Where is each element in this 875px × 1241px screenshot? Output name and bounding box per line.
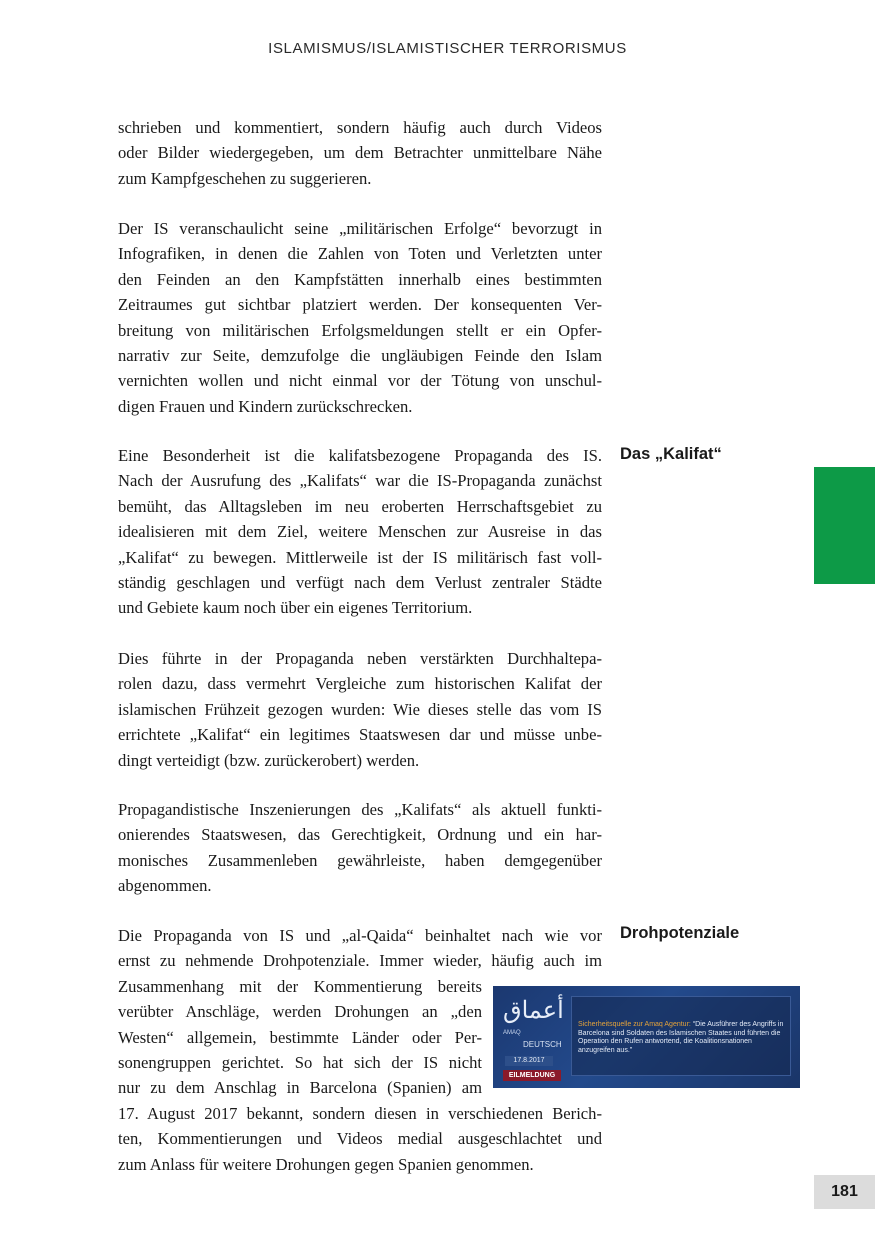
text-line: digen Frauen und Kindern zurückschrecken. <box>118 396 413 416</box>
margin-heading-kalifat: Das „Kalifat“ <box>620 445 722 463</box>
text-line: Zeitraumes gut sichtbar platziert werden. Der konsequenten Ver- <box>118 295 602 315</box>
amaq-banner: EILMELDUNG <box>503 1070 561 1081</box>
text-line: dingt verteidigt (bzw. zurückerobert) werden. <box>118 750 420 770</box>
text-line: abgenommen. <box>118 876 212 896</box>
margin-heading-drohpotenziale: Drohpotenziale <box>620 924 740 942</box>
paragraph-3 <box>118 443 602 621</box>
paragraph-6-bottom <box>118 1101 602 1177</box>
text-line: monisches Zusammenleben gewährleiste, haben demgegenüber <box>118 850 602 870</box>
paragraph-1 <box>118 115 602 191</box>
paragraph-6-top <box>118 923 602 974</box>
text-line: zum Kampfgeschehen zu suggerieren. <box>118 168 372 188</box>
text-line: Infografiken, in denen die Zahlen von Toten und Verletzten unter <box>118 244 602 264</box>
text-line: narrativ zur Seite, demzufolge die ungläubigen Feinde den Islam <box>118 346 602 366</box>
amaq-date: 17.8.2017 <box>505 1056 553 1066</box>
text-line: zum Anlass für weitere Drohungen gegen Spanien genommen. <box>118 1154 534 1174</box>
text-line: ständig geschlagen und verfügt nach dem Verlust zentraler Städte <box>118 573 602 593</box>
paragraph-2 <box>118 216 602 419</box>
text-line: und Gebiete kaum noch über ein eigenes Territorium. <box>118 598 473 618</box>
paragraph-4 <box>118 646 602 773</box>
amaq-news-image <box>493 986 800 1088</box>
page-number: 181 <box>814 1175 875 1209</box>
text-line: idealisieren mit dem Ziel, weitere Menschen zur Ausreise in das <box>118 522 602 542</box>
text-line: Dies führte in der Propaganda neben verstärkten Durchhaltepa- <box>118 649 602 668</box>
amaq-logo: أعماق <box>503 996 564 1024</box>
text-line: Eine Besonderheit ist die kalifatsbezogene Propaganda des IS. <box>118 446 602 465</box>
text-line: errichtete „Kalifat“ ein legitimes Staatswesen dar und müsse unbe- <box>118 725 602 745</box>
text-line: ten, Kommentierungen und Videos medial ausgeschlachtet und <box>118 1129 602 1149</box>
paragraph-5 <box>118 797 602 899</box>
text-line: breitung von militärischen Erfolgsmeldungen stellt er ein Opfer- <box>118 320 602 340</box>
amaq-quote: “Die Ausführer des Angriffs in Barcelona sind Soldaten des Islamischen Staates und führten die Operation den Rufen antwortend, die Koalitionsnationen anzugreifen aus.” <box>578 1021 784 1054</box>
text-line: rolen dazu, dass vermehrt Vergleiche zum historischen Kalifat der <box>118 674 602 694</box>
amaq-language: DEUTSCH <box>523 1040 562 1049</box>
text-line: oder Bilder wiedergegeben, um dem Betrachter unmittelbare Nähe <box>118 143 602 163</box>
text-line: verübter Anschläge, werden Drohungen an „den <box>118 1002 482 1022</box>
text-line: 17. August 2017 bekannt, sondern diesen in verschiedenen Berich- <box>118 1103 602 1123</box>
text-line: „Kalifat“ zu bewegen. Mittlerweile ist der IS militärisch fast voll- <box>118 547 602 567</box>
text-line: Die Propaganda von IS und „al-Qaida“ beinhaltet nach wie vor <box>118 926 602 945</box>
text-line: bemüht, das Alltagsleben im neu eroberten Herrschaftsgebiet zu <box>118 496 602 516</box>
text-line: den Feinden an den Kampfstätten innerhalb eines bestimmten <box>118 269 602 289</box>
text-line: onierendes Staatswesen, das Gerechtigkeit, Ordnung und ein har- <box>118 825 602 845</box>
text-line: Der IS veranschaulicht seine „militärischen Erfolge“ bevorzugt in <box>118 219 602 238</box>
amaq-quote-box <box>571 996 791 1076</box>
text-line: Nach der Ausrufung des „Kalifats“ war die IS-Propaganda zunächst <box>118 471 602 491</box>
running-head: ISLAMISMUS/ISLAMISTISCHER TERRORISMUS <box>268 40 627 57</box>
text-line: Propagandistische Inszenierungen des „Kalifats“ als aktuell funkti- <box>118 800 602 819</box>
amaq-logo-sub: AMAQ <box>503 1030 521 1036</box>
amaq-quote-text <box>578 1021 784 1055</box>
text-line: ernst zu nehmende Drohpotenziale. Immer wieder, häufig auch im <box>118 951 602 971</box>
text-line: sonengruppen gerichtet. So hat sich der IS nicht <box>118 1053 482 1073</box>
text-line: islamischen Frühzeit gezogen wurden: Wie dieses stelle das vom IS <box>118 699 602 719</box>
text-line: Zusammenhang mit der Kommentierung bereits <box>118 976 482 996</box>
text-line: schrieben und kommentiert, sondern häufig auch durch Videos <box>118 118 602 137</box>
chapter-tab <box>814 467 875 584</box>
amaq-source-label: Sicherheitsquelle zur Amaq Agentur: <box>578 1021 691 1028</box>
text-line: Westen“ allgemein, bestimmte Länder oder Per- <box>118 1027 482 1047</box>
text-line: vernichten wollen und nicht einmal vor der Tötung von unschul- <box>118 371 602 391</box>
text-line: nur zu dem Anschlag in Barcelona (Spanien) am <box>118 1078 482 1098</box>
